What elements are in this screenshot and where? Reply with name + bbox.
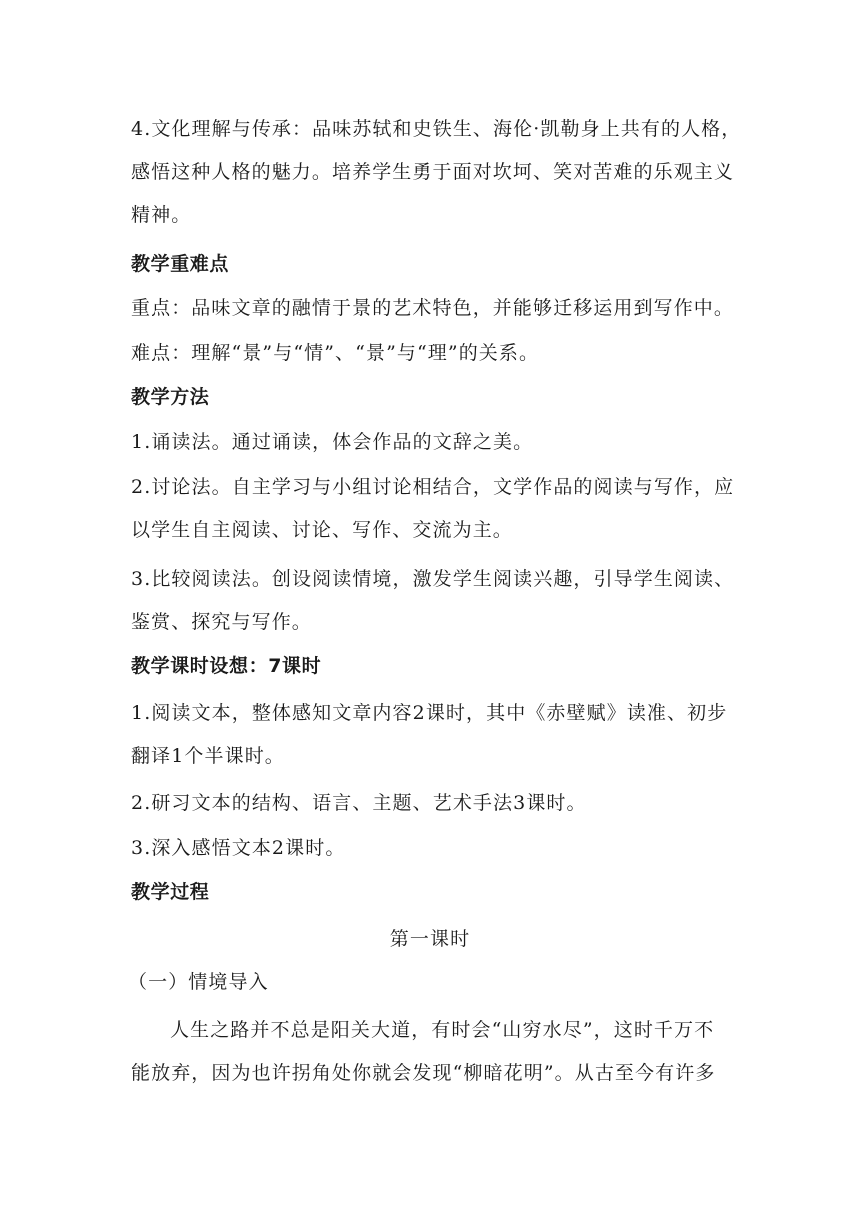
methods-item-2-line-2: 以学生自主阅读、讨论、写作、交流为主。 — [131, 519, 513, 541]
key-points-heading: 教学重难点 — [131, 253, 230, 275]
section-1-title: （一）情境导入 — [128, 971, 269, 993]
paragraph-1-line-1: 人生之路并不总是阳关大道，有时会“山穷水尽”，这时千万不 — [170, 1019, 715, 1041]
lesson-title: 第一课时 — [389, 928, 471, 950]
schedule-item-2: 2.研习文本的结构、语言、主题、艺术手法3课时。 — [131, 792, 587, 814]
process-heading: 教学过程 — [131, 881, 210, 903]
schedule-heading: 教学课时设想：7课时 — [131, 655, 322, 677]
paragraph-1-line-2: 能放弃，因为也许拐角处你就会发现“柳暗花明”。从古至今有许多 — [131, 1062, 716, 1084]
key-points-difficulty: 难点：理解“景”与“情”、“景”与“理”的关系。 — [131, 342, 540, 364]
culture-item-line-3: 精神。 — [131, 204, 192, 226]
methods-heading: 教学方法 — [131, 386, 210, 408]
methods-item-3-line-2: 鉴赏、探究与写作。 — [131, 611, 312, 633]
methods-item-3-line-1: 3.比较阅读法。创设阅读情境，激发学生阅读兴趣，引导学生阅读、 — [131, 568, 735, 590]
key-points-focus: 重点：品味文章的融情于景的艺术特色，并能够迁移运用到写作中。 — [131, 297, 735, 319]
methods-item-2-line-1: 2.讨论法。自主学习与小组讨论相结合，文学作品的阅读与写作，应 — [131, 476, 735, 498]
schedule-item-1-line-2: 翻译1个半课时。 — [131, 745, 285, 767]
schedule-item-3: 3.深入感悟文本2课时。 — [131, 837, 346, 859]
methods-item-1: 1.诵读法。通过诵读，体会作品的文辞之美。 — [131, 431, 534, 453]
culture-item-line-1: 4.文化理解与传承：品味苏轼和史铁生、海伦·凯勒身上共有的人格， — [131, 118, 742, 140]
culture-item-line-2: 感悟这种人格的魅力。培养学生勇于面对坎坷、笑对苦难的乐观主义 — [131, 161, 735, 183]
schedule-item-1-line-1: 1.阅读文本，整体感知文章内容2课时，其中《赤壁赋》读准、初步 — [131, 702, 728, 724]
